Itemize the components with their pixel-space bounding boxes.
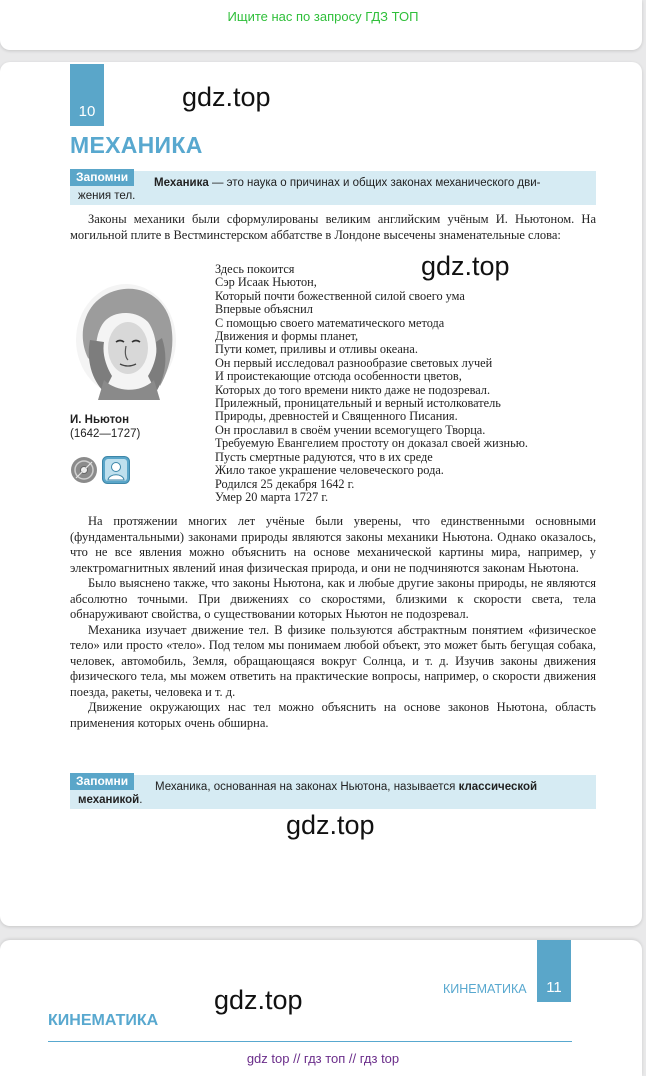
poem-line: Он первый исследовал разнообразие световых лучей [215,355,493,370]
watermark: gdz.top [421,251,510,281]
definition-text-cont [78,792,142,808]
user-icon[interactable] [102,456,130,484]
period: . [139,794,143,806]
poem-line: Жило такое украшение человеческого рода. [215,463,444,478]
section-title: МЕХАНИКА [70,132,203,158]
remember-label: Запомни [70,169,134,186]
epitaph-poem [215,263,528,504]
page-number: 10 [70,64,104,126]
term-mechanics-cont: механикой [78,794,140,806]
running-header: КИНЕМАТИКА [443,982,527,996]
poem-line: Прилежный, проницательный и верный истолкователь [215,396,501,411]
divider [48,1041,572,1042]
watermark: gdz.top [182,82,271,112]
definition-text: — это наука о причинах и общих законах механического дви- [208,177,541,189]
poem-line: И проистекающие отсюда особенности цветов, [215,369,462,384]
poem-line: Движения и формы планет, [215,329,359,344]
page-number-next: 11 [537,940,571,1002]
disc-icon[interactable] [70,456,98,484]
poem-line: Родился 25 декабря 1642 г. [215,476,355,491]
poem-line: Требуемую Евангелием простоту он доказал своей жизнью. [215,436,528,451]
remember-definition [154,175,594,191]
body-text [70,514,596,731]
newton-portrait [70,280,182,400]
remember-definition [155,779,595,795]
paragraph-text: Механика изучает движение тел. В физике пользуются абстрактным понятием «физическое тело» или просто «тело». Под телом мы понимаем любой объект, это может быть бегущая собака, человек, автомобиль, Земля, обращающаяся вокруг Солнца, и т. д. Изучив законы движения физического тела, мы можем ответить на практические вопросы, например, о скорости движения поезда, ракеты, человека и т. д. [70,622,596,699]
bottom-banner[interactable]: gdz top // гдз топ // гдз top [246,1051,400,1066]
poem-line: Умер 20 марта 1727 г. [215,489,329,504]
definition-text-cont: жения тел. [78,190,136,202]
term-mechanics: Механика [154,177,209,189]
poem-line: Пусть смертные радуются, что в их среде [215,449,433,464]
paragraph-text: На протяжении многих лет учёные были уверены, что единственными основными (фундаментальными) законами природы являются законы механики Ньютона. Однако оказалось, что не все явления можно объяснить на основе механической картины мира, например, у электромагнитных явлений иная физическая природа, и они не подчиняются законам Ньютона. [70,514,596,575]
intro-paragraph [70,212,596,243]
poem-line: С помощью своего математического метода [215,315,445,330]
paragraph-text: Было выяснено также, что законы Ньютона, как и любые другие законы природы, не являются абсолютно точными. При движениях со скоростями, близкими к скорости света, тела обнаруживают свойства, о существовании которых Ньютон не подозревал. [70,576,596,621]
poem-line: Пути комет, приливы и отливы океана. [215,342,418,357]
poem-line: Который почти божественной силой своего ума [215,288,465,303]
section-title-next: КИНЕМАТИКА [48,1012,159,1029]
poem-line: Здесь покоится [215,262,295,276]
poem-line: Сэр Исаак Ньютон, [215,275,317,290]
definition-text: Механика, основанная на законах Ньютона, называется [155,781,459,793]
remember-label: Запомни [70,773,134,790]
top-banner[interactable]: Ищите нас по запросу ГДЗ ТОП [227,9,419,24]
paragraph-text: Законы механики были сформулированы великим английским учёным И. Ньютоном. На могильной плите в Вестминстерском аббатстве в Лондоне высечены знаменательные слова: [70,212,596,242]
poem-line: Впервые объяснил [215,302,313,317]
poem-line: Которых до того времени никто даже не подозревал. [215,382,491,397]
term-classical: классической [458,781,538,793]
paragraph-text: Движение окружающих нас тел можно объяснить на основе законов Ньютона, область применения которых очень обширна. [70,700,596,730]
poem-line: Природы, древностей и Священного Писания. [215,409,458,424]
portrait-caption-name: И. Ньютон [70,414,130,426]
portrait-caption-years: (1642—1727) [70,428,141,440]
poem-line: Он прославил в своём учении всемогущего Творца. [215,422,486,437]
watermark: gdz.top [214,985,303,1015]
watermark: gdz.top [286,810,375,840]
